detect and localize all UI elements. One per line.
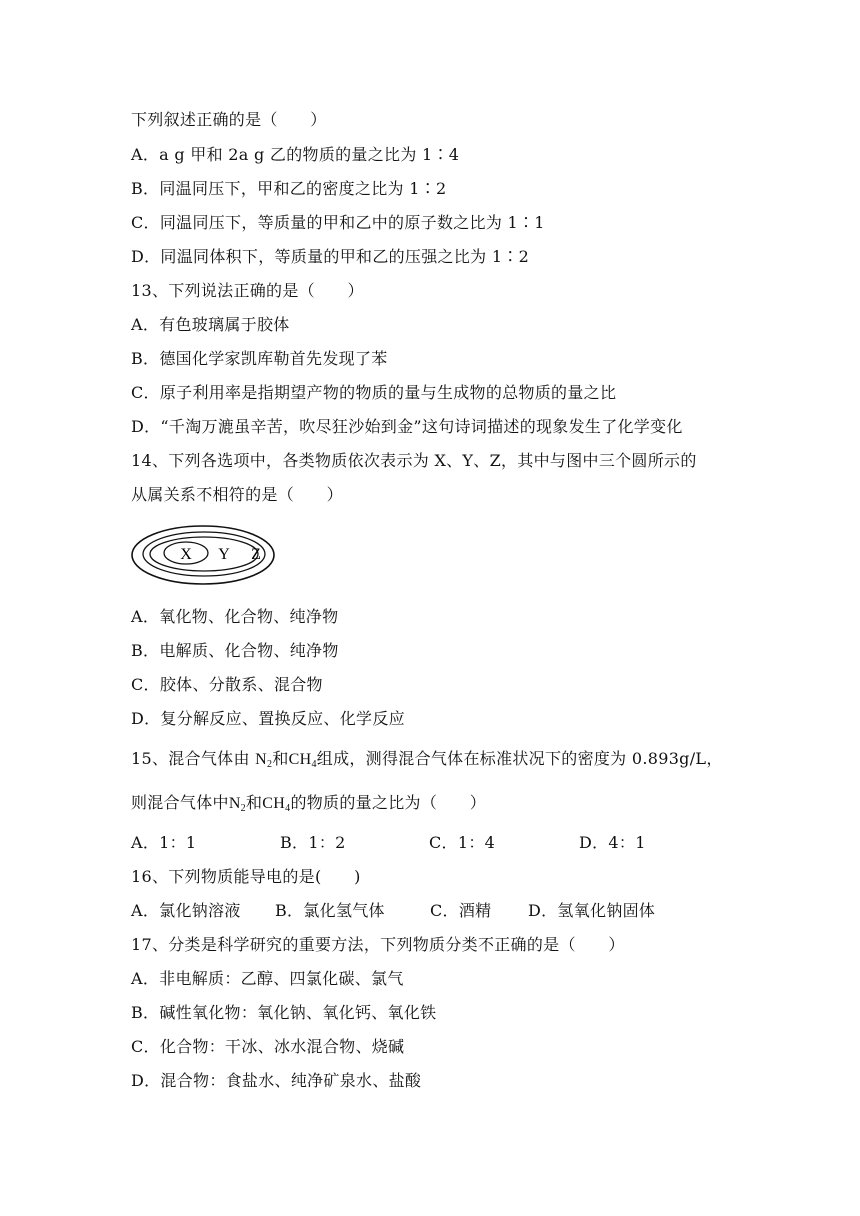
- ch4-subscript: 4: [311, 759, 317, 770]
- n2-base: N: [255, 751, 268, 768]
- q17-stem: 17、分类是科学研究的重要方法，下列物质分类不正确的是（ ）: [131, 935, 625, 954]
- ch4-formula-2: [262, 795, 290, 812]
- venn-label-z: Z: [251, 546, 261, 563]
- q16-stem: 16、下列物质能导电的是( ): [131, 867, 361, 886]
- q14-option-b: B．电解质、化合物、纯净物: [131, 641, 339, 660]
- q12-option-b: B．同温同压下，甲和乙的密度之比为 1∶2: [131, 179, 447, 198]
- q15-stem-line2: [131, 793, 486, 819]
- q12-stem: 下列叙述正确的是（ ）: [131, 110, 327, 129]
- q12-option-a: A．a g 甲和 2a g 乙的物质的量之比为 1∶4: [131, 145, 460, 164]
- q15-text-1: 15、混合气体由: [131, 749, 256, 768]
- inner-circle-y: [143, 532, 265, 576]
- venn-label-x: X: [180, 546, 192, 563]
- inner-circle-y-ring: [150, 537, 258, 571]
- q15-stem-line1: [131, 749, 723, 775]
- q13-option-c: C．原子利用率是指期望产物的物质的量与生成物的总物质的量之比: [131, 383, 617, 402]
- q15-option-a: A．1：1: [131, 833, 197, 852]
- q15-text-6: 的物质的量之比为（ ）: [290, 793, 487, 812]
- q13-option-d: D．“千淘万漉虽辛苦，吹尽狂沙始到金”这句诗词描述的现象发生了化学变化: [131, 417, 683, 436]
- q15-option-c: C．1：4: [429, 833, 496, 852]
- q17-option-c: C．化合物：干冰、冰水混合物、烧碱: [131, 1037, 405, 1056]
- q16-option-b: B．氯化氢气体: [275, 901, 385, 920]
- n2-base-2: N: [228, 795, 241, 812]
- n2-subscript: 2: [267, 759, 273, 770]
- q15-text-5: 和: [245, 793, 263, 812]
- q15-text-4: 则混合气体中: [131, 793, 229, 812]
- q13-stem: 13、下列说法正确的是（ ）: [131, 281, 364, 300]
- q16-options: [131, 901, 691, 921]
- q13-option-b: B．德国化学家凯库勒首先发现了苯: [131, 349, 388, 368]
- q16-option-a: A．氯化钠溶液: [131, 901, 241, 920]
- ch4-base: CH: [288, 751, 312, 768]
- q17-option-d: D．混合物：食盐水、纯净矿泉水、盐酸: [131, 1071, 422, 1090]
- n2-formula-2: [229, 795, 246, 812]
- ch4-formula: [289, 751, 317, 768]
- q13-option-a: A．有色玻璃属于胶体: [131, 315, 290, 334]
- q14-option-a: A．氧化物、化合物、纯净物: [131, 607, 339, 626]
- q16-option-d: D．氢氧化钠固体: [528, 901, 656, 920]
- q15-text-2: 和: [272, 749, 289, 768]
- q12-option-d: D．同温同体积下，等质量的甲和乙的压强之比为 1∶2: [131, 247, 530, 266]
- q16-option-c: C．酒精: [430, 901, 492, 920]
- n2-subscript-2: 2: [240, 803, 246, 814]
- n2-formula: [255, 751, 272, 768]
- venn-label-y: Y: [218, 546, 230, 563]
- q17-option-a: A．非电解质：乙醇、四氯化碳、氯气: [131, 969, 404, 988]
- q14-stem-line2: 从属关系不相符的是（ ）: [131, 485, 343, 504]
- ch4-base-2: CH: [262, 795, 286, 812]
- q15-text-3: 组成，测得混合气体在标准状况下的密度为 0.893g/L，: [316, 749, 723, 768]
- ch4-subscript-2: 4: [285, 803, 291, 814]
- q14-option-d: D．复分解反应、置换反应、化学反应: [131, 709, 405, 728]
- venn-diagram: [131, 524, 281, 588]
- q12-option-c: C．同温同压下，等质量的甲和乙中的原子数之比为 1∶1: [131, 213, 545, 232]
- q14-stem-line1: 14、下列各选项中，各类物质依次表示为 X、Y、Z，其中与图中三个圆所示的: [131, 451, 697, 470]
- q14-option-c: C．胶体、分散系、混合物: [131, 675, 323, 694]
- q15-options: [131, 833, 691, 853]
- q17-option-b: B．碱性氧化物：氧化钠、氧化钙、氧化铁: [131, 1003, 437, 1022]
- q15-option-b: B．1：2: [280, 833, 346, 852]
- q15-option-d: D．4：1: [579, 833, 646, 852]
